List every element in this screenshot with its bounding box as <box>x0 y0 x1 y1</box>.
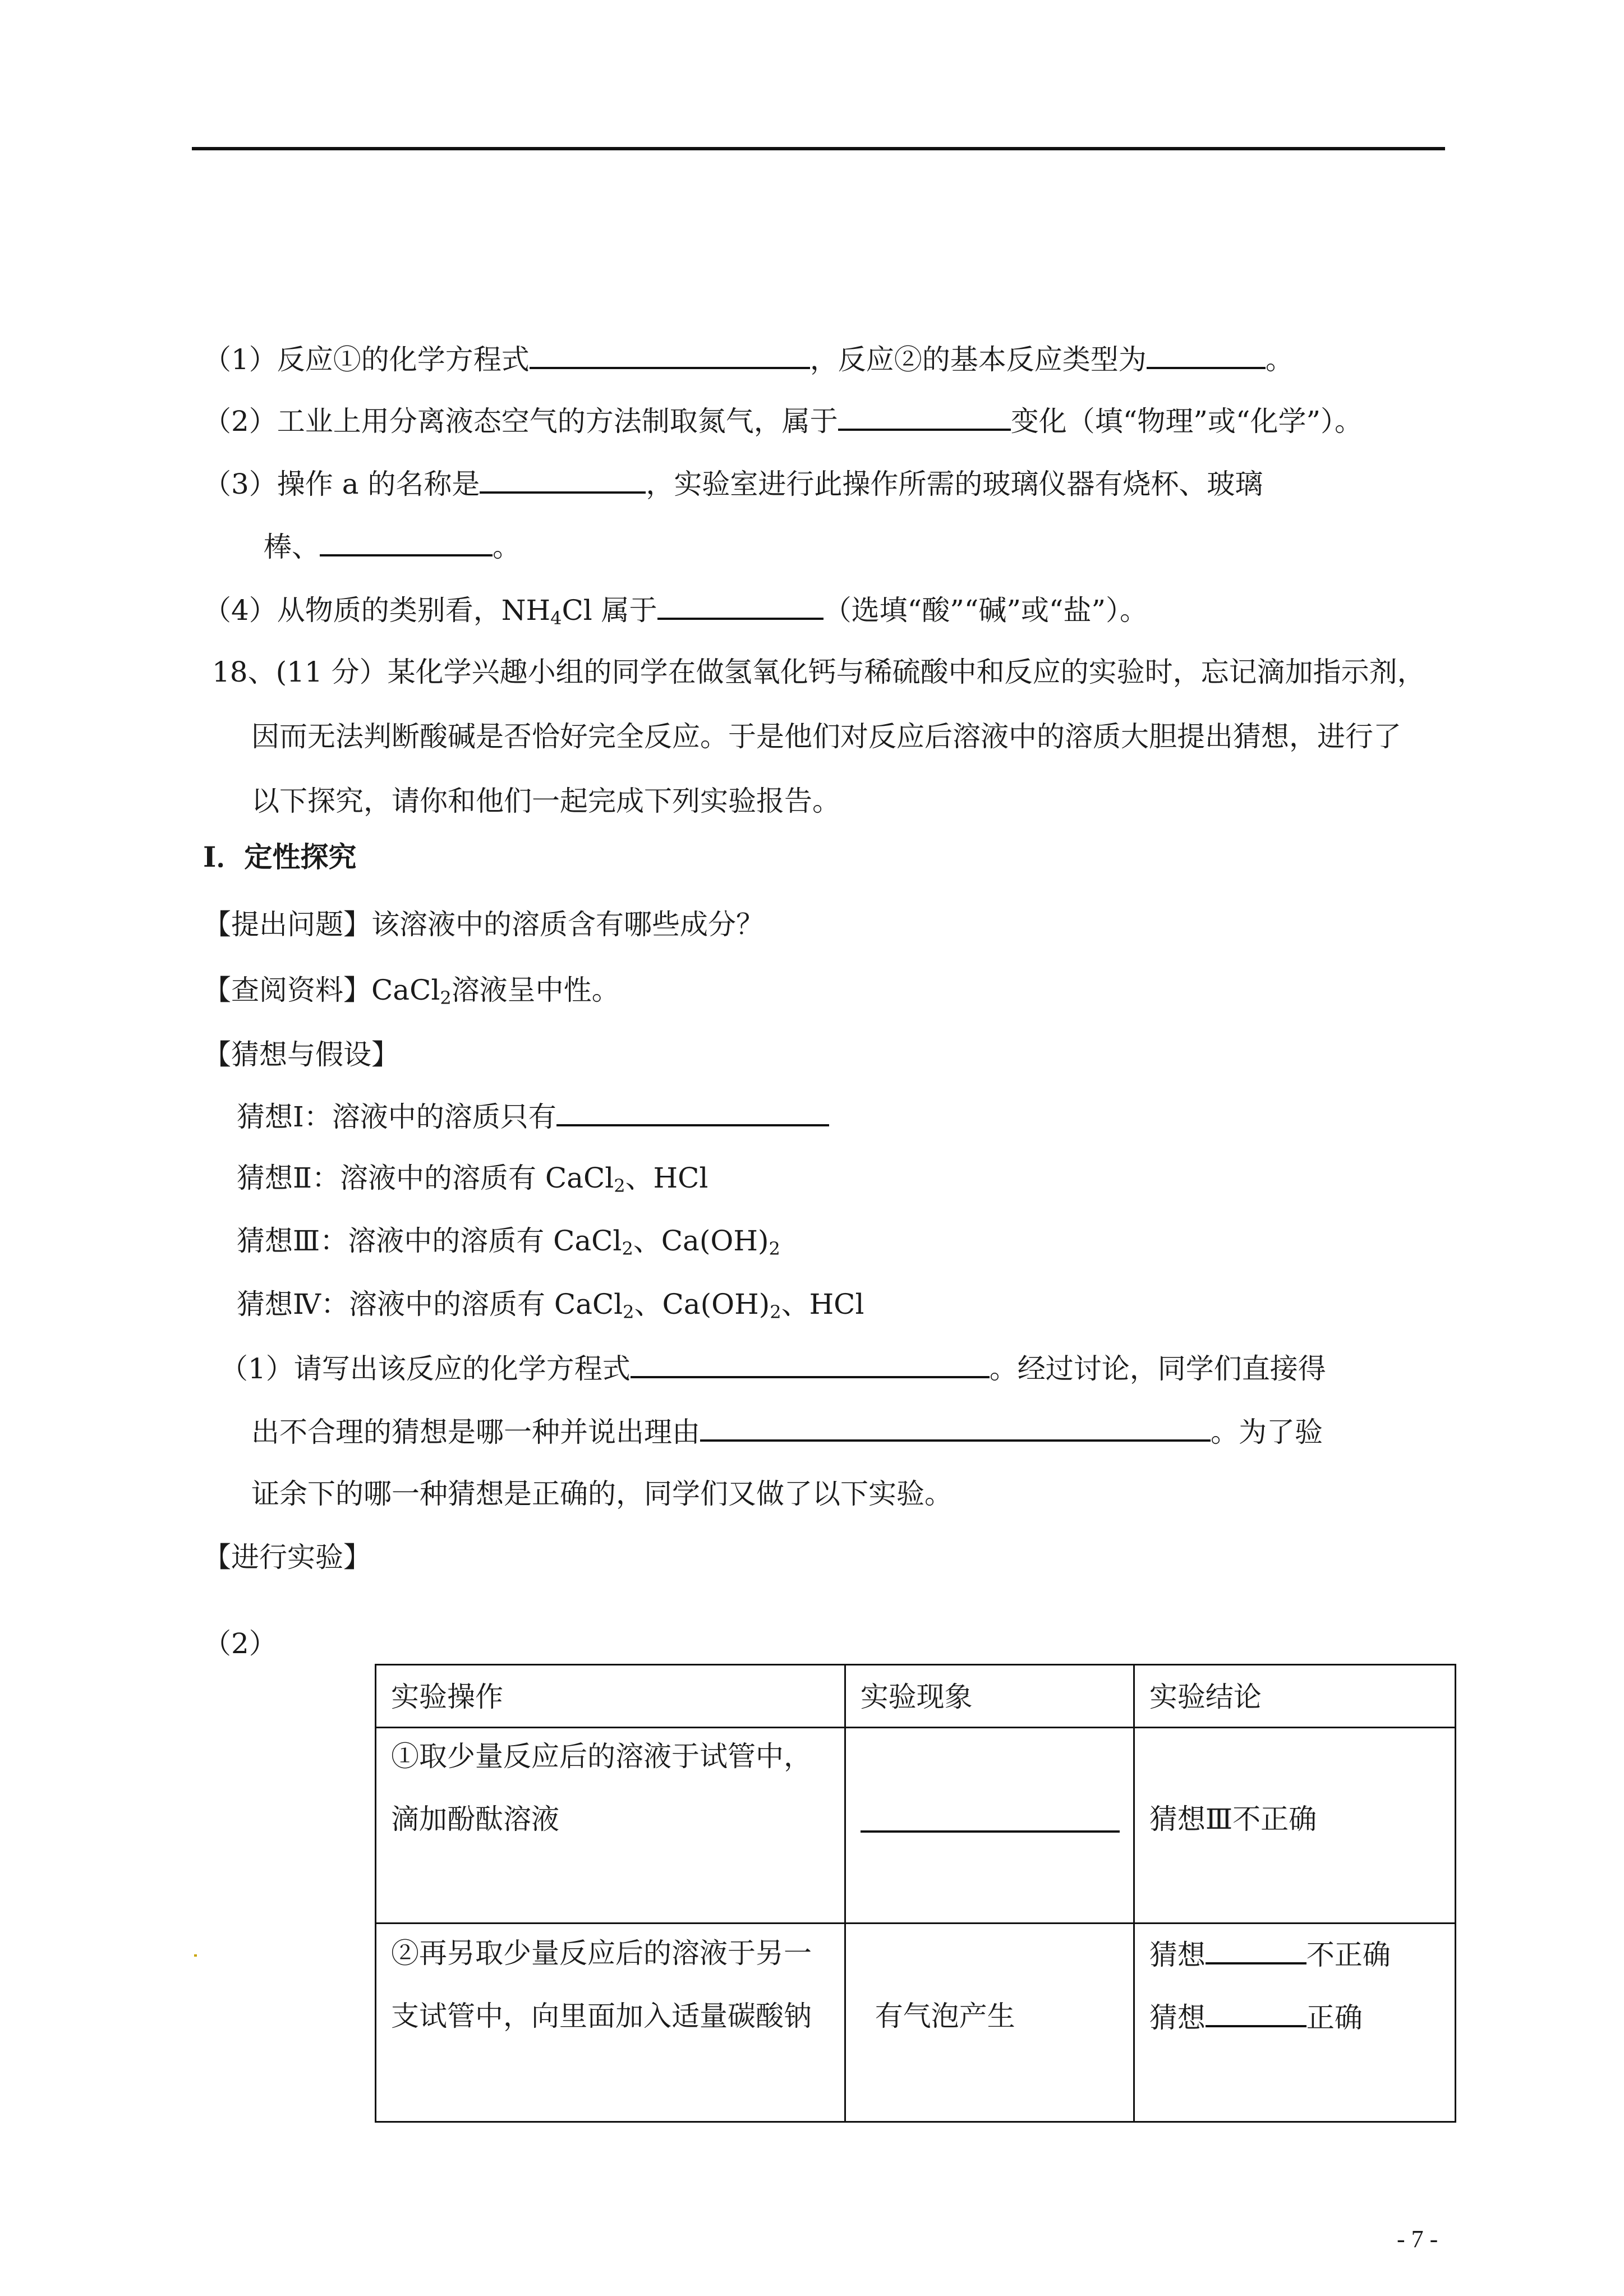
hypothesis-4: 猜想Ⅳ：溶液中的溶质有 CaCl$_2$、$Ca(OH)_2$、HCl <box>237 1288 864 1323</box>
hypothesis-3: 猜想Ⅲ：溶液中的溶质有 CaCl$_2$、$Ca(OH)_2$ <box>237 1225 780 1259</box>
sub-question-1-cont: 出不合理的猜想是哪一种并说出理由 。为了验 <box>251 1414 1323 1449</box>
hypothesis-1-blank[interactable] <box>556 1098 829 1126</box>
sub-question-1: （1）请写出该反应的化学方程式 。经过讨论，同学们直接得 <box>220 1350 1326 1386</box>
q17-item-4: （4）从物质的类别看，$NH_4Cl$ 属于 （选填“酸”“碱”或“盐”）。 <box>203 592 1148 627</box>
correct-hypothesis-blank[interactable] <box>1206 1999 1306 2027</box>
sub-question-1-cont-2: 证余下的哪一种猜想是正确的，同学们又做了以下实验。 <box>251 1478 953 1510</box>
incorrect-hypothesis-blank[interactable] <box>1206 1936 1306 1964</box>
experiment-table <box>375 1664 1456 2123</box>
table-row <box>376 1924 1456 2122</box>
raise-question: 【提出问题】该溶液中的溶质含有哪些成分？ <box>203 908 764 941</box>
change-type-blank[interactable] <box>838 403 1011 431</box>
q17-item-1-text: （1）反应①的化学方程式 <box>203 343 530 376</box>
table-header-row <box>376 1665 1456 1728</box>
row1-operation: ①取少量反应后的溶液于试管中， 滴加酚酞溶液 <box>376 1728 845 1924</box>
phenomenon-blank[interactable] <box>861 1805 1120 1833</box>
q17-item-2: （2）工业上用分离液态空气的方法制取氮气，属于 变化（填“物理”或“化学”）。 <box>203 403 1363 438</box>
reason-blank[interactable] <box>700 1414 1211 1442</box>
header-phenomenon: 实验现象 <box>845 1665 1134 1728</box>
q18-intro-line-2: 因而无法判断酸碱是否恰好完全反应。于是他们对反应后溶液中的溶质大胆提出猜想，进行了 <box>251 720 1401 753</box>
equation-blank[interactable] <box>530 341 810 369</box>
stray-mark <box>194 1954 197 1957</box>
header-rule <box>192 147 1445 150</box>
sub-question-2-label: （2） <box>203 1627 277 1660</box>
q18-intro-line-3: 以下探究，请你和他们一起完成下列实验报告。 <box>251 785 840 817</box>
header-conclusion: 实验结论 <box>1134 1665 1455 1728</box>
reaction-type-blank[interactable] <box>1147 341 1266 369</box>
section-heading: Ⅰ．定性探究 <box>203 840 357 873</box>
hypothesis-1: 猜想Ⅰ：溶液中的溶质只有 <box>237 1098 829 1134</box>
hypothesis-heading: 【猜想与假设】 <box>203 1038 399 1071</box>
q17-item-1: （1）反应①的化学方程式 ，反应②的基本反应类型为 。 <box>203 341 1294 376</box>
page-number: - 7 - <box>1397 2225 1438 2253</box>
reaction-equation-blank[interactable] <box>631 1350 990 1378</box>
row2-operation: ②再另取少量反应后的溶液于另一 支试管中，向里面加入适量碳酸钠 <box>376 1924 845 2122</box>
q17-item-1-text-2: ，反应②的基本反应类型为 <box>809 343 1147 376</box>
hypothesis-2: 猜想Ⅱ：溶液中的溶质有 CaCl$_2$、HCl <box>237 1162 709 1197</box>
q18-intro-line-1: 18、(11 分）某化学兴趣小组的同学在做氢氧化钙与稀硫酸中和反应的实验时，忘记滴加指示剂， <box>212 656 1425 688</box>
q17-item-3: （3）操作 a 的名称是 ，实验室进行此操作所需的玻璃仪器有烧杯、玻璃 <box>203 466 1263 501</box>
row1-phenomenon <box>845 1728 1134 1924</box>
q17-item-3-cont: 棒、 。 <box>264 528 521 564</box>
instrument-blank[interactable] <box>320 528 493 556</box>
table-row <box>376 1728 1456 1924</box>
operation-name-blank[interactable] <box>480 466 646 494</box>
row2-phenomenon: 有气泡产生 <box>845 1924 1134 2122</box>
reference-info: 【查阅资料】CaCl$_2$溶液呈中性。 <box>203 974 620 1009</box>
experiment-heading: 【进行实验】 <box>203 1541 371 1573</box>
header-operation: 实验操作 <box>376 1665 845 1728</box>
substance-class-blank[interactable] <box>657 592 823 620</box>
row2-conclusion: 猜想 不正确 猜想 正确 <box>1134 1924 1455 2122</box>
row1-conclusion: 猜想Ⅲ不正确 <box>1134 1728 1455 1924</box>
